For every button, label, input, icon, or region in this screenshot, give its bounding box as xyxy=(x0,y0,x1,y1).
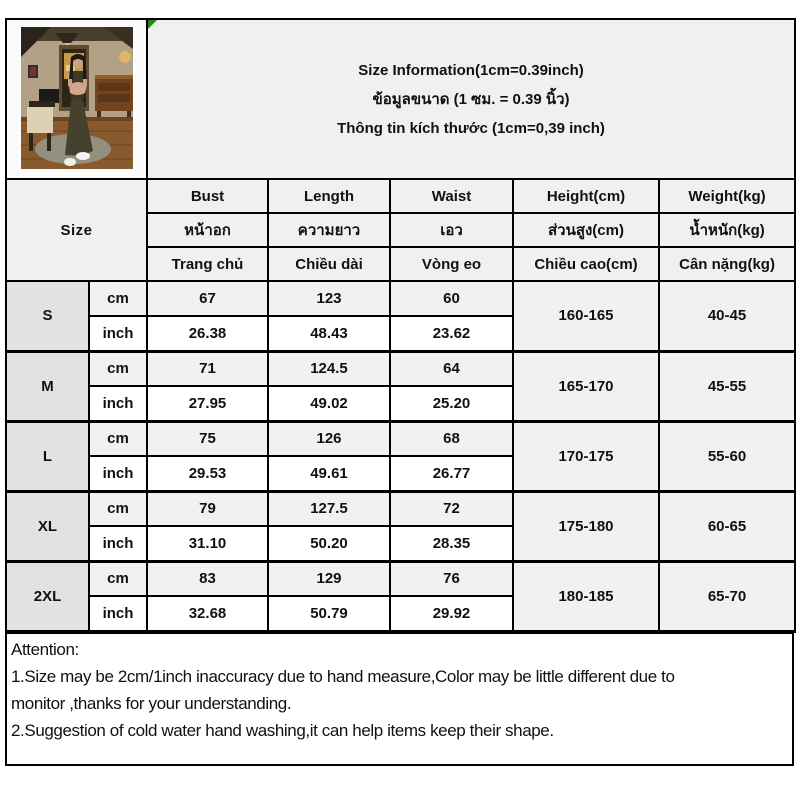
size-chart-table xyxy=(5,18,796,633)
unit-inch: inch xyxy=(89,526,147,561)
m-length-cm: 124.5 xyxy=(268,351,390,386)
size-info-title-cell xyxy=(147,19,795,179)
2xl-length-inch: 50.79 xyxy=(268,596,390,631)
unit-cm: cm xyxy=(89,351,147,386)
product-photo-cell xyxy=(6,19,147,179)
m-bust-inch: 27.95 xyxy=(147,386,268,421)
2xl-length-cm: 129 xyxy=(268,561,390,596)
title-thai: ข้อมูลขนาด (1 ซม. = 0.39 นิ้ว) xyxy=(372,90,570,108)
header-length-en: Length xyxy=(268,179,390,213)
l-height: 170-175 xyxy=(513,421,659,491)
cell-comment-flag-icon xyxy=(148,20,157,29)
xl-bust-inch: 31.10 xyxy=(147,526,268,561)
xl-length-inch: 50.20 xyxy=(268,526,390,561)
xl-height: 175-180 xyxy=(513,491,659,561)
unit-cm: cm xyxy=(89,491,147,526)
l-waist-inch: 26.77 xyxy=(390,456,513,491)
xl-bust-cm: 79 xyxy=(147,491,268,526)
2xl-weight: 65-70 xyxy=(659,561,795,631)
l-waist-cm: 68 xyxy=(390,421,513,456)
m-waist-cm: 64 xyxy=(390,351,513,386)
header-waist-en: Waist xyxy=(390,179,513,213)
xl-weight: 60-65 xyxy=(659,491,795,561)
header-length-th: ความยาว xyxy=(268,213,390,247)
row-size-l: L xyxy=(6,421,89,491)
header-waist-th: เอว xyxy=(390,213,513,247)
attention-heading: Attention: xyxy=(11,639,79,659)
m-bust-cm: 71 xyxy=(147,351,268,386)
attention-note-1a: 1.Size may be 2cm/1inch inaccuracy due to hand measure,Color may be little different due to xyxy=(11,666,675,686)
row-size-2xl: 2XL xyxy=(6,561,89,631)
header-length-vi: Chiều dài xyxy=(268,247,390,281)
s-waist-cm: 60 xyxy=(390,281,513,316)
header-weight-en: Weight(kg) xyxy=(659,179,795,213)
m-waist-inch: 25.20 xyxy=(390,386,513,421)
header-waist-vi: Vòng eo xyxy=(390,247,513,281)
size-column-header: Size xyxy=(6,179,147,281)
attention-note-2: 2.Suggestion of cold water hand washing,it can help items keep their shape. xyxy=(11,720,554,740)
l-weight: 55-60 xyxy=(659,421,795,491)
header-height-vi: Chiều cao(cm) xyxy=(513,247,659,281)
unit-cm: cm xyxy=(89,281,147,316)
header-bust-vi: Trang chủ xyxy=(147,247,268,281)
xl-waist-inch: 28.35 xyxy=(390,526,513,561)
s-bust-cm: 67 xyxy=(147,281,268,316)
s-length-cm: 123 xyxy=(268,281,390,316)
header-height-th: ส่วนสูง(cm) xyxy=(513,213,659,247)
row-size-s: S xyxy=(6,281,89,351)
product-photo xyxy=(19,27,135,175)
xl-waist-cm: 72 xyxy=(390,491,513,526)
attention-note-1b: monitor ,thanks for your understanding. xyxy=(11,693,292,713)
attention-notes xyxy=(5,632,794,766)
unit-inch: inch xyxy=(89,386,147,421)
product-photo-illustration xyxy=(21,27,133,169)
l-length-cm: 126 xyxy=(268,421,390,456)
unit-inch: inch xyxy=(89,596,147,631)
unit-inch: inch xyxy=(89,456,147,491)
2xl-height: 180-185 xyxy=(513,561,659,631)
l-bust-inch: 29.53 xyxy=(147,456,268,491)
unit-inch: inch xyxy=(89,316,147,351)
row-size-xl: XL xyxy=(6,491,89,561)
unit-cm: cm xyxy=(89,561,147,596)
s-waist-inch: 23.62 xyxy=(390,316,513,351)
header-bust-en: Bust xyxy=(147,179,268,213)
l-length-inch: 49.61 xyxy=(268,456,390,491)
2xl-waist-inch: 29.92 xyxy=(390,596,513,631)
header-weight-vi: Cân nặng(kg) xyxy=(659,247,795,281)
row-size-m: M xyxy=(6,351,89,421)
2xl-waist-cm: 76 xyxy=(390,561,513,596)
s-weight: 40-45 xyxy=(659,281,795,351)
m-length-inch: 49.02 xyxy=(268,386,390,421)
header-height-en: Height(cm) xyxy=(513,179,659,213)
2xl-bust-cm: 83 xyxy=(147,561,268,596)
m-weight: 45-55 xyxy=(659,351,795,421)
l-bust-cm: 75 xyxy=(147,421,268,456)
s-length-inch: 48.43 xyxy=(268,316,390,351)
unit-cm: cm xyxy=(89,421,147,456)
xl-length-cm: 127.5 xyxy=(268,491,390,526)
m-height: 165-170 xyxy=(513,351,659,421)
title-english: Size Information(1cm=0.39inch) xyxy=(358,61,584,79)
title-vietnamese: Thông tin kích thước (1cm=0,39 inch) xyxy=(337,119,605,137)
size-chart-sheet xyxy=(5,18,794,766)
s-bust-inch: 26.38 xyxy=(147,316,268,351)
header-weight-th: น้ำหนัก(kg) xyxy=(659,213,795,247)
2xl-bust-inch: 32.68 xyxy=(147,596,268,631)
header-bust-th: หน้าอก xyxy=(147,213,268,247)
s-height: 160-165 xyxy=(513,281,659,351)
